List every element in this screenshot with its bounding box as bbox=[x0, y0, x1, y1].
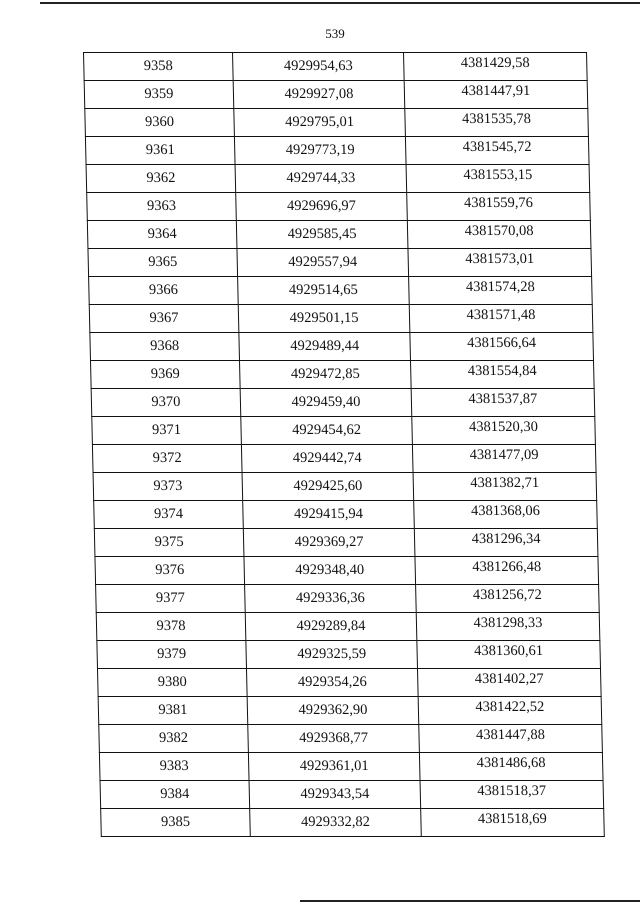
point-number-cell: 9368 bbox=[90, 333, 240, 361]
x-coordinate-cell: 4929795,01 bbox=[234, 109, 406, 137]
table-row bbox=[95, 557, 599, 585]
x-coordinate-cell: 4929744,33 bbox=[235, 165, 407, 193]
x-coordinate-cell: 4929368,77 bbox=[248, 725, 420, 753]
point-number-cell: 9373 bbox=[93, 473, 243, 501]
point-number-cell: 9359 bbox=[84, 81, 234, 109]
y-coordinate-value: 4381537,87 bbox=[468, 391, 538, 408]
point-number-cell: 9358 bbox=[84, 53, 234, 81]
point-number-cell: 9374 bbox=[94, 501, 244, 529]
point-number-cell: 9364 bbox=[87, 221, 237, 249]
table-row bbox=[91, 361, 595, 389]
y-coordinate-value: 4381486,68 bbox=[476, 755, 546, 772]
y-coordinate-cell bbox=[415, 557, 599, 585]
y-coordinate-value: 4381266,48 bbox=[472, 559, 542, 576]
table-row bbox=[91, 389, 595, 417]
y-coordinate-cell bbox=[407, 221, 591, 249]
x-coordinate-cell: 4929489,44 bbox=[239, 333, 411, 361]
table-row bbox=[96, 613, 600, 641]
table-row bbox=[92, 445, 596, 473]
x-coordinate-cell: 4929454,62 bbox=[241, 417, 413, 445]
y-coordinate-cell bbox=[413, 473, 597, 501]
y-coordinate-cell bbox=[417, 669, 601, 697]
table-row bbox=[85, 109, 589, 137]
scan-edge-top bbox=[40, 2, 640, 4]
table-row bbox=[87, 193, 591, 221]
y-coordinate-cell bbox=[418, 697, 602, 725]
point-number-cell: 9365 bbox=[88, 249, 238, 277]
y-coordinate-cell bbox=[414, 501, 598, 529]
y-coordinate-value: 4381520,30 bbox=[468, 419, 539, 436]
table-row bbox=[85, 137, 589, 165]
x-coordinate-cell: 4929557,94 bbox=[237, 249, 409, 277]
y-coordinate-cell bbox=[419, 725, 603, 753]
y-coordinate-cell bbox=[409, 305, 593, 333]
y-coordinate-cell bbox=[406, 165, 590, 193]
y-coordinate-cell bbox=[414, 529, 598, 557]
point-number-cell: 9361 bbox=[85, 137, 235, 165]
y-coordinate-value: 4381518,69 bbox=[477, 811, 548, 828]
y-coordinate-cell bbox=[416, 585, 600, 613]
table-row bbox=[98, 697, 602, 725]
table-row bbox=[84, 53, 588, 81]
y-coordinate-cell bbox=[410, 333, 594, 361]
table-row bbox=[99, 753, 603, 781]
point-number-cell: 9376 bbox=[95, 557, 245, 585]
table-row bbox=[92, 417, 596, 445]
point-number-cell: 9377 bbox=[96, 585, 246, 613]
y-coordinate-value: 4381296,34 bbox=[471, 531, 541, 548]
table-row bbox=[89, 277, 593, 305]
x-coordinate-cell: 4929415,94 bbox=[243, 501, 415, 529]
x-coordinate-cell: 4929514,65 bbox=[238, 277, 410, 305]
y-coordinate-value: 4381429,58 bbox=[460, 55, 530, 72]
y-coordinate-value: 4381447,91 bbox=[461, 83, 531, 100]
x-coordinate-cell: 4929459,40 bbox=[240, 389, 412, 417]
y-coordinate-cell bbox=[416, 613, 600, 641]
y-coordinate-cell bbox=[405, 137, 589, 165]
y-coordinate-cell bbox=[420, 781, 604, 809]
y-coordinate-value: 4381447,88 bbox=[475, 727, 546, 744]
y-coordinate-value: 4381553,15 bbox=[463, 167, 533, 184]
x-coordinate-cell: 4929348,40 bbox=[244, 557, 416, 585]
scan-edge-bottom bbox=[300, 900, 640, 902]
x-coordinate-cell: 4929343,54 bbox=[249, 781, 421, 809]
x-coordinate-cell: 4929442,74 bbox=[241, 445, 413, 473]
x-coordinate-cell: 4929425,60 bbox=[242, 473, 414, 501]
table-row bbox=[94, 501, 598, 529]
x-coordinate-cell: 4929472,85 bbox=[240, 361, 412, 389]
x-coordinate-cell: 4929501,15 bbox=[238, 305, 410, 333]
point-number-cell: 9384 bbox=[100, 781, 250, 809]
x-coordinate-cell: 4929696,97 bbox=[236, 193, 408, 221]
x-coordinate-cell: 4929369,27 bbox=[243, 529, 415, 557]
x-coordinate-cell: 4929927,08 bbox=[233, 81, 405, 109]
point-number-cell: 9366 bbox=[89, 277, 239, 305]
table-row bbox=[97, 669, 601, 697]
point-number-cell: 9360 bbox=[85, 109, 235, 137]
x-coordinate-cell: 4929354,26 bbox=[246, 669, 418, 697]
y-coordinate-cell bbox=[421, 809, 605, 837]
y-coordinate-cell bbox=[405, 109, 589, 137]
y-coordinate-cell bbox=[407, 193, 591, 221]
table-row bbox=[86, 165, 590, 193]
y-coordinate-cell bbox=[409, 277, 593, 305]
y-coordinate-value: 4381566,64 bbox=[466, 335, 537, 352]
point-number-cell: 9362 bbox=[86, 165, 236, 193]
y-coordinate-cell bbox=[411, 389, 595, 417]
y-coordinate-value: 4381573,01 bbox=[465, 251, 535, 268]
point-number-cell: 9363 bbox=[87, 193, 237, 221]
y-coordinate-cell bbox=[412, 445, 596, 473]
point-number-cell: 9369 bbox=[91, 361, 241, 389]
y-coordinate-value: 4381360,61 bbox=[473, 643, 544, 660]
point-number-cell: 9382 bbox=[99, 725, 249, 753]
table-row bbox=[101, 809, 605, 837]
y-coordinate-value: 4381570,08 bbox=[464, 223, 534, 240]
point-number-cell: 9367 bbox=[89, 305, 239, 333]
table-row bbox=[94, 529, 598, 557]
y-coordinate-value: 4381571,48 bbox=[466, 307, 536, 324]
point-number-cell: 9372 bbox=[92, 445, 242, 473]
y-coordinate-value: 4381535,78 bbox=[461, 111, 532, 128]
x-coordinate-cell: 4929585,45 bbox=[236, 221, 408, 249]
page-number: 539 bbox=[325, 26, 345, 41]
table-row bbox=[88, 249, 592, 277]
x-coordinate-cell: 4929773,19 bbox=[234, 137, 406, 165]
y-coordinate-value: 4381298,33 bbox=[473, 615, 543, 632]
y-coordinate-value: 4381554,84 bbox=[467, 363, 537, 380]
y-coordinate-cell bbox=[419, 753, 603, 781]
y-coordinate-cell bbox=[412, 417, 596, 445]
x-coordinate-cell: 4929332,82 bbox=[250, 809, 422, 837]
y-coordinate-value: 4381518,37 bbox=[477, 783, 547, 800]
point-number-cell: 9371 bbox=[92, 417, 242, 445]
y-coordinate-value: 4381382,71 bbox=[470, 475, 540, 492]
table-row bbox=[93, 473, 597, 501]
point-number-cell: 9380 bbox=[97, 669, 247, 697]
point-number-cell: 9370 bbox=[91, 389, 241, 417]
point-number-cell: 9378 bbox=[96, 613, 246, 641]
point-number-cell: 9379 bbox=[97, 641, 247, 669]
table-row bbox=[96, 585, 600, 613]
table-row bbox=[84, 81, 588, 109]
y-coordinate-value: 4381402,27 bbox=[474, 671, 544, 688]
y-coordinate-cell bbox=[411, 361, 595, 389]
y-coordinate-value: 4381422,52 bbox=[475, 699, 545, 716]
y-coordinate-value: 4381256,72 bbox=[472, 587, 542, 604]
y-coordinate-cell bbox=[404, 53, 588, 81]
x-coordinate-cell: 4929954,63 bbox=[233, 53, 405, 81]
table-row bbox=[99, 725, 603, 753]
y-coordinate-value: 4381368,06 bbox=[470, 503, 541, 520]
y-coordinate-cell bbox=[417, 641, 601, 669]
table-row bbox=[89, 305, 593, 333]
x-coordinate-cell: 4929361,01 bbox=[248, 753, 420, 781]
y-coordinate-value: 4381477,09 bbox=[469, 447, 539, 464]
x-coordinate-cell: 4929289,84 bbox=[245, 613, 417, 641]
x-coordinate-cell: 4929362,90 bbox=[247, 697, 419, 725]
coordinate-table bbox=[83, 52, 605, 837]
point-number-cell: 9385 bbox=[101, 809, 251, 837]
table-row bbox=[100, 781, 604, 809]
point-number-cell: 9375 bbox=[94, 529, 244, 557]
y-coordinate-value: 4381559,76 bbox=[463, 195, 534, 212]
coordinate-table-body bbox=[84, 53, 605, 837]
table-row bbox=[97, 641, 601, 669]
y-coordinate-value: 4381545,72 bbox=[462, 139, 532, 156]
point-number-cell: 9383 bbox=[99, 753, 249, 781]
table-row bbox=[90, 333, 594, 361]
x-coordinate-cell: 4929336,36 bbox=[245, 585, 417, 613]
y-coordinate-value: 4381574,28 bbox=[465, 279, 535, 296]
y-coordinate-cell bbox=[408, 249, 592, 277]
x-coordinate-cell: 4929325,59 bbox=[246, 641, 418, 669]
table-row bbox=[87, 221, 591, 249]
y-coordinate-cell bbox=[404, 81, 588, 109]
point-number-cell: 9381 bbox=[98, 697, 248, 725]
